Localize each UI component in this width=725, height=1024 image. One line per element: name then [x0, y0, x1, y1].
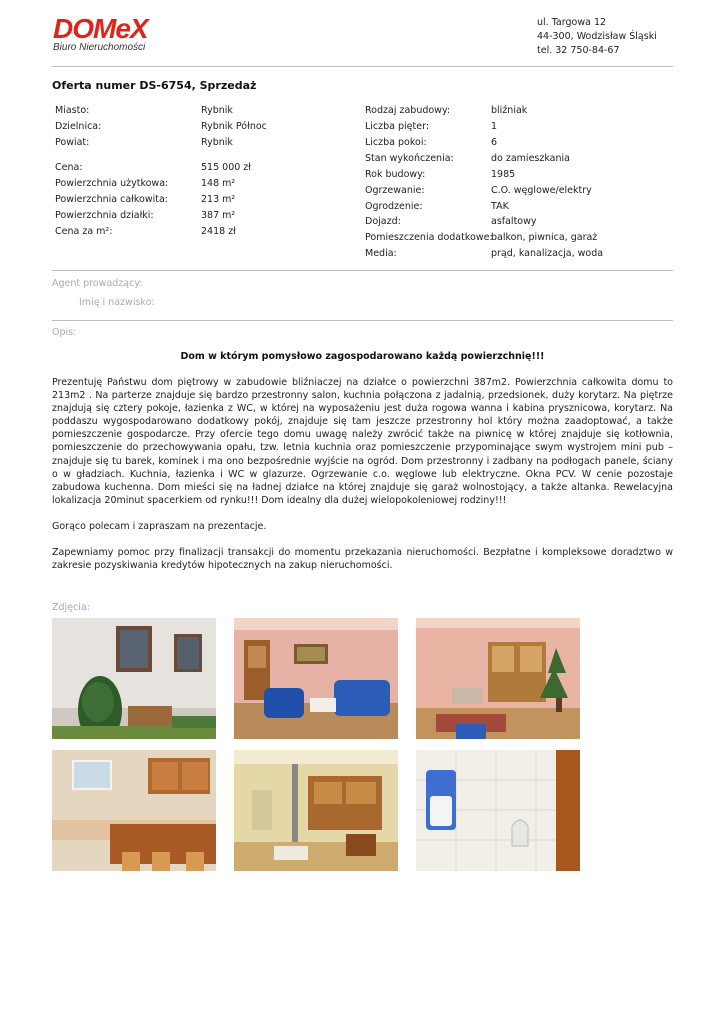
detail-right-label: Ogrodzenie: — [365, 201, 423, 212]
detail-left-label: Dzielnica: — [55, 121, 102, 132]
address-line-1: ul. Targowa 12 — [537, 17, 607, 28]
agent-divider — [52, 320, 673, 321]
agent-section-label: Agent prowadzący: — [52, 278, 143, 289]
description-paragraph-1: Prezentuję Państwu dom piętrowy w zabudowie bliźniaczej na działce o powierzchni 387m2. Powierzchnia całkowita domu to 213m2 . Na parterze znajduje się bardzo przestronny salon, kuchnia połączona z jadalnią, przedsionek, duży korytarz. Na piętrze znajdują się cztery pokoje, łazienka z WC, w której na wyposażeniu jest duża rogowa wanna i kabina prysznicowa, korytarz. Na poddaszu wygospodarowano dodatkowy pokój, znajduje się tam jeszcze przestronny hol który można zaadoptować, a także pomieszczenie gospodarcze. Przy ofercie tego domu uwagę należy zwrócić także na piwnicę w której znajduje się kotłownia, pomieszczenie do przechowywania opału, tzw. letnia kuchnia oraz pomieszczenie przypominające swym wystrojem mini pub – znajduje się tu barek, kominek i ma ono bezpośrednie wyjście na ogród. Dom przestronny i zadbany na podłogach panele, ściany o w gładziach. Kuchnia, łazienka i WC w glazurze. Ogrzewanie c.o. węglowe lub elektryczne. Okna PCV. W cenie pozostaje zabudowa kuchenna. Dom mieści się na ładnej działce na której znajduje się garaż wolnostojący, a także altanka. Rewelacyjna lokalizacja 20minut spacerkiem od rynku!!! Dom idealny dla dużej wielopokoleniowej rodziny!!! — [52, 377, 673, 506]
detail-right-value: 6 — [491, 137, 498, 148]
detail-right-label: Liczba pokoi: — [365, 137, 427, 148]
description-section-label: Opis: — [52, 327, 77, 338]
photos-section-label: Zdjęcia: — [52, 602, 90, 613]
detail-left-label: Powierzchnia działki: — [55, 210, 154, 221]
photo-living-room-wall-unit[interactable] — [416, 618, 580, 739]
detail-left-label: Powiat: — [55, 137, 90, 148]
detail-right-value: asfaltowy — [491, 216, 537, 227]
detail-left-label: Cena za m²: — [55, 226, 113, 237]
detail-left-value: 213 m² — [201, 194, 236, 205]
detail-right-label: Dojazd: — [365, 216, 401, 227]
photo-kitchen[interactable] — [52, 750, 216, 871]
detail-right-value: 1985 — [491, 169, 516, 180]
address-line-2: 44-300, Wodzisław Śląski — [537, 31, 657, 42]
photo-bathroom[interactable] — [416, 750, 580, 871]
detail-left-value: Rybnik — [201, 105, 233, 116]
detail-left-label: Powierzchnia użytkowa: — [55, 178, 169, 189]
detail-left-value: 387 m² — [201, 210, 236, 221]
detail-right-value: balkon, piwnica, garaż — [491, 232, 598, 243]
photo-house-exterior[interactable] — [52, 618, 216, 739]
detail-right-label: Pomieszczenia dodatkowe: — [365, 232, 493, 243]
detail-left-label: Miasto: — [55, 105, 90, 116]
logo-tagline: Biuro Nieruchomości — [53, 42, 146, 53]
phone-number: tel. 32 750-84-67 — [537, 45, 620, 56]
logo-brand: DOMeX — [53, 13, 148, 44]
detail-right-value: TAK — [491, 201, 509, 212]
description-headline: Dom w którym pomysłowo zagospodarowano każdą powierzchnię!!! — [180, 351, 545, 362]
detail-right-label: Liczba pięter: — [365, 121, 430, 132]
detail-left-value: 2418 zł — [201, 226, 236, 237]
detail-left-label: Powierzchnia całkowita: — [55, 194, 168, 205]
company-logo — [53, 14, 173, 58]
description-paragraph-2: Gorąco polecam i zapraszam na prezentacje. — [52, 521, 267, 532]
detail-right-value: C.O. węglowe/elektry — [491, 185, 592, 196]
offer-title: Oferta numer DS-6754, Sprzedaż — [52, 79, 257, 92]
detail-left-value: 148 m² — [201, 178, 236, 189]
detail-left-value: Rybnik Północ — [201, 121, 267, 132]
detail-left-label: Cena: — [55, 162, 83, 173]
detail-right-label: Rok budowy: — [365, 169, 426, 180]
photo-dining-area[interactable] — [234, 750, 398, 871]
detail-right-value: 1 — [491, 121, 498, 132]
detail-right-value: prąd, kanalizacja, woda — [491, 248, 604, 259]
agent-name-label: Imię i nazwisko: — [79, 297, 155, 308]
details-divider — [52, 270, 673, 271]
detail-right-label: Stan wykończenia: — [365, 153, 454, 164]
description-paragraph-3: Zapewniamy pomoc przy finalizacji transakcji do momentu przekazania nieruchomości. Bezpłatne i kompleksowe doradztwo w zakresie pozyskiwania kredytów hipotecznych na zakup nieruchomości. — [52, 547, 673, 572]
detail-right-label: Rodzaj zabudowy: — [365, 105, 451, 116]
detail-left-value: 515 000 zł — [201, 162, 251, 173]
detail-right-value: do zamieszkania — [491, 153, 570, 164]
detail-right-label: Media: — [365, 248, 397, 259]
detail-right-value: bliźniak — [491, 105, 528, 116]
header-divider — [52, 66, 673, 67]
detail-left-value: Rybnik — [201, 137, 233, 148]
detail-right-label: Ogrzewanie: — [365, 185, 425, 196]
photo-living-room[interactable] — [234, 618, 398, 739]
company-contact — [537, 16, 657, 58]
